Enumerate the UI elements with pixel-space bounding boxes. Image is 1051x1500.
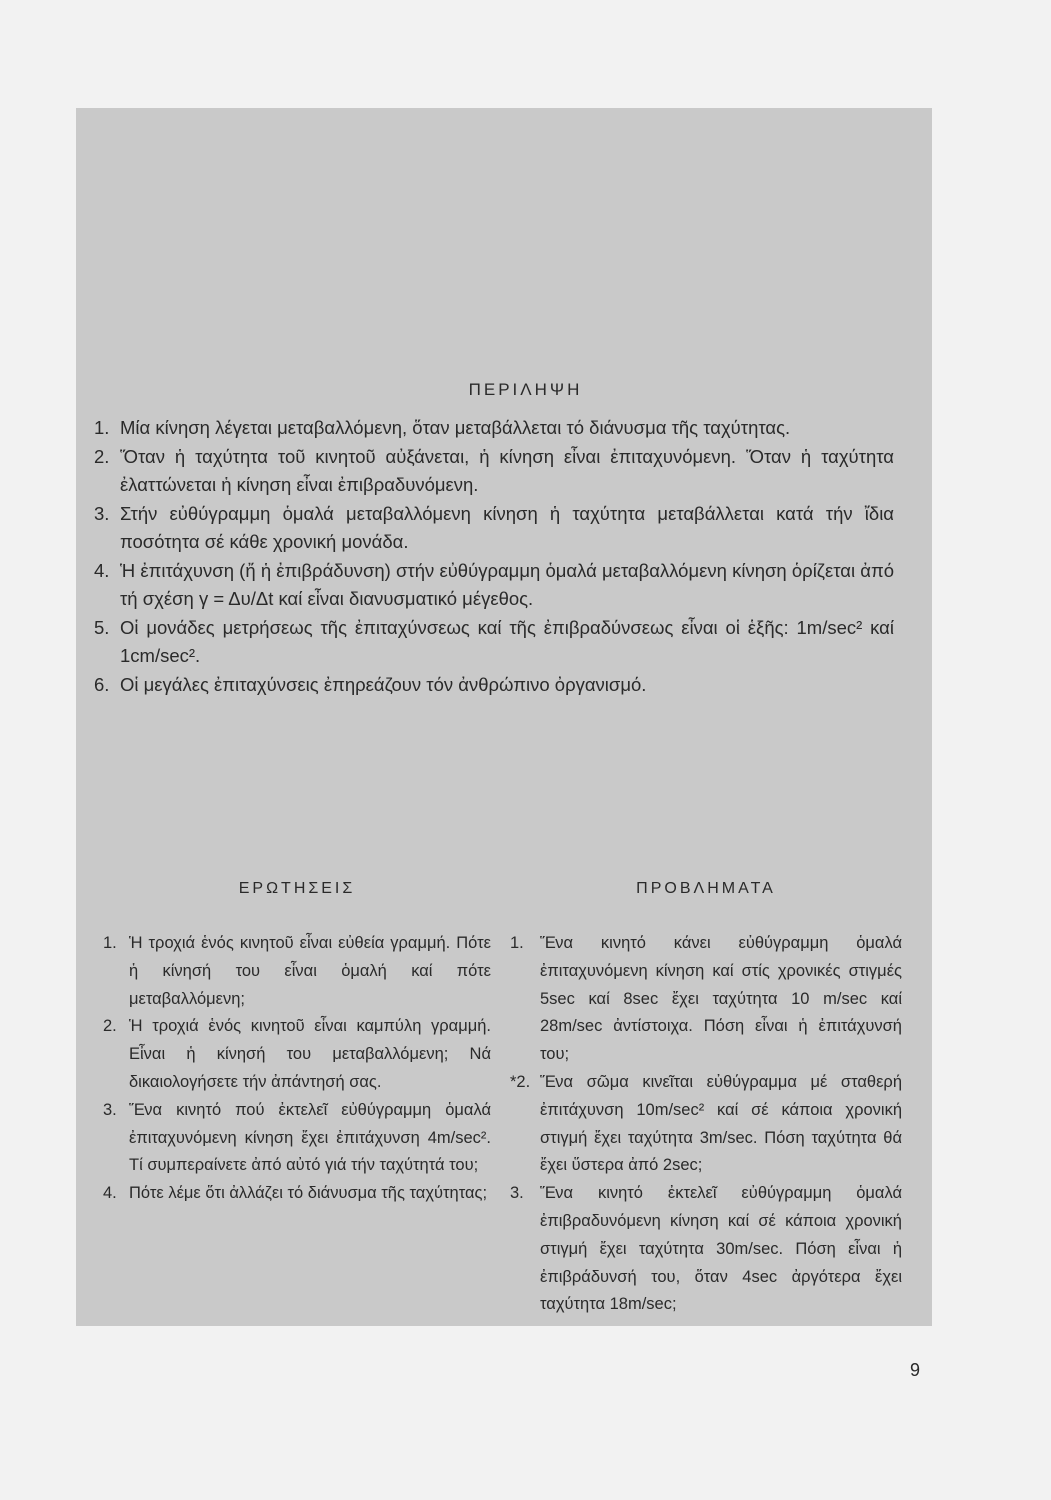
item-text: Οἱ μεγάλες ἐπιταχύνσεις ἐπηρεάζουν τόν ἀνθρώπινο ὀργανισμό. <box>120 673 647 695</box>
item-number: 1. <box>510 934 524 952</box>
summary-item <box>94 500 894 557</box>
problem-item <box>510 1180 902 1319</box>
item-number: 1. <box>103 934 117 952</box>
page-number: 9 <box>909 1360 920 1380</box>
item-number: 3. <box>103 1100 117 1119</box>
item-text: Ἕνα κινητό ἐκτελεῖ εὐθύγραμμη ὁμαλά ἐπιβραδυνόμενη κίνηση καί σέ κάποια χρονική στιγμή ἔχει ταχύτητα 30m/sec. Πόση εἶναι ἡ ἐπιβράδυνσή του, ὅταν 4sec ἀργότερα ἔχει ταχύτητα 18m/sec; <box>540 1184 902 1314</box>
item-text: Ἡ τροχιά ἑνός κινητοῦ εἶναι εὐθεία γραμμή. Πότε ἡ κίνησή του εἶναι ὁμαλή καί πότε μεταβαλλόμενη; <box>129 934 491 1008</box>
item-number: 4. <box>103 1184 117 1203</box>
item-text: Πότε λέμε ὅτι ἀλλάζει τό διάνυσμα τῆς ταχύτητας; <box>129 1184 488 1203</box>
question-item <box>103 1013 491 1096</box>
item-text: Ἡ ἐπιτάχυνση (ἤ ἡ ἐπιβράδυνση) στήν εὐθύγραμμη ὁμαλά μεταβαλλόμενη κίνηση ὁρίζεται ἀπό τή σχέση γ = Δυ/Δt καί εἶναι διανυσματικό μέγεθος. <box>120 559 894 609</box>
item-text: Ὅταν ἡ ταχύτητα τοῦ κινητοῦ αὐξάνεται, ἡ κίνηση εἶναι ἐπιταχυνόμενη. Ὅταν ἡ ταχύτητα ἐλαττώνεται ἡ κίνηση εἶναι ἐπιβραδυνόμενη. <box>120 445 894 495</box>
summary-item <box>94 557 894 614</box>
problems-title: ΠΡΟΒΛΗΜΑΤΑ <box>636 880 776 897</box>
item-number: 5. <box>94 616 110 638</box>
item-number: 6. <box>94 673 110 695</box>
summary-list <box>94 414 894 699</box>
summary-item <box>94 443 894 500</box>
item-text: Ἡ τροχιά ἑνός κινητοῦ εἶναι καμπύλη γραμμή. Εἶναι ἡ κίνησή του μεταβαλλόμενη; Νά δικαιολογήσετε τήν ἀπάντησή σας. <box>129 1017 491 1091</box>
item-number: 3. <box>510 1184 524 1203</box>
question-item <box>103 1180 491 1208</box>
summary-title: ΠΕΡΙΛΗΨΗ <box>468 380 583 399</box>
question-item <box>103 1097 491 1180</box>
item-text: Ἕνα κινητό κάνει εὐθύγραμμη ὁμαλά ἐπιταχυνόμενη κίνηση καί στίς χρονικές στιγμές 5sec καί 8sec ἔχει ταχύτητα 10 m/sec καί 28m/sec ἀντίστοιχα. Πόση εἶναι ἡ ἐπιτάχυνσή του; <box>540 934 902 1064</box>
item-number: 4. <box>94 559 110 581</box>
item-number: 3. <box>94 502 110 524</box>
item-text: Ἕνα κινητό πού ἐκτελεῖ εὐθύγραμμη ὁμαλά ἐπιταχυνόμενη κίνηση ἔχει ἐπιτάχυνση 4m/sec². Τί συμπεραίνετε ἀπό αὐτό γιά τήν ταχύτητά του; <box>129 1100 491 1175</box>
item-text: Στήν εὐθύγραμμη ὁμαλά μεταβαλλόμενη κίνηση ἡ ταχύτητα μεταβάλλεται κατά τήν ἴδια ποσότητα σέ κάθε χρονική μονάδα. <box>120 502 894 552</box>
question-item <box>103 930 491 1013</box>
item-text: Μία κίνηση λέγεται μεταβαλλόμενη, ὅταν μεταβάλλεται τό διάνυσμα τῆς ταχύτητας. <box>120 417 791 438</box>
item-number: 2. <box>103 1017 117 1036</box>
problem-item <box>510 1069 902 1180</box>
item-text: Ἕνα σῶμα κινεῖται εὐθύγραμμα μέ σταθερή ἐπιτάχυνση 10m/sec² καί σέ κάποια χρονική στιγμή ἔχει ταχύτητα 3m/sec. Πόση ταχύτητα θά ἔχει ὕστερα ἀπό 2sec; <box>540 1072 902 1175</box>
questions-list <box>103 930 491 1208</box>
summary-item <box>94 614 894 671</box>
item-number: 2. <box>94 445 110 467</box>
summary-item <box>94 671 894 700</box>
problems-list <box>510 930 902 1319</box>
problem-item <box>510 930 902 1069</box>
questions-title: ΕΡΩΤΗΣΕΙΣ <box>238 880 356 897</box>
item-text: Οἱ μονάδες μετρήσεως τῆς ἐπιταχύνσεως καί τῆς ἐπιβραδύνσεως εἶναι οἱ ἑξῆς: 1m/sec² καί 1cm/sec². <box>120 616 894 666</box>
summary-item <box>94 414 894 443</box>
item-number: *2. <box>510 1072 531 1091</box>
item-number: 1. <box>94 417 110 438</box>
